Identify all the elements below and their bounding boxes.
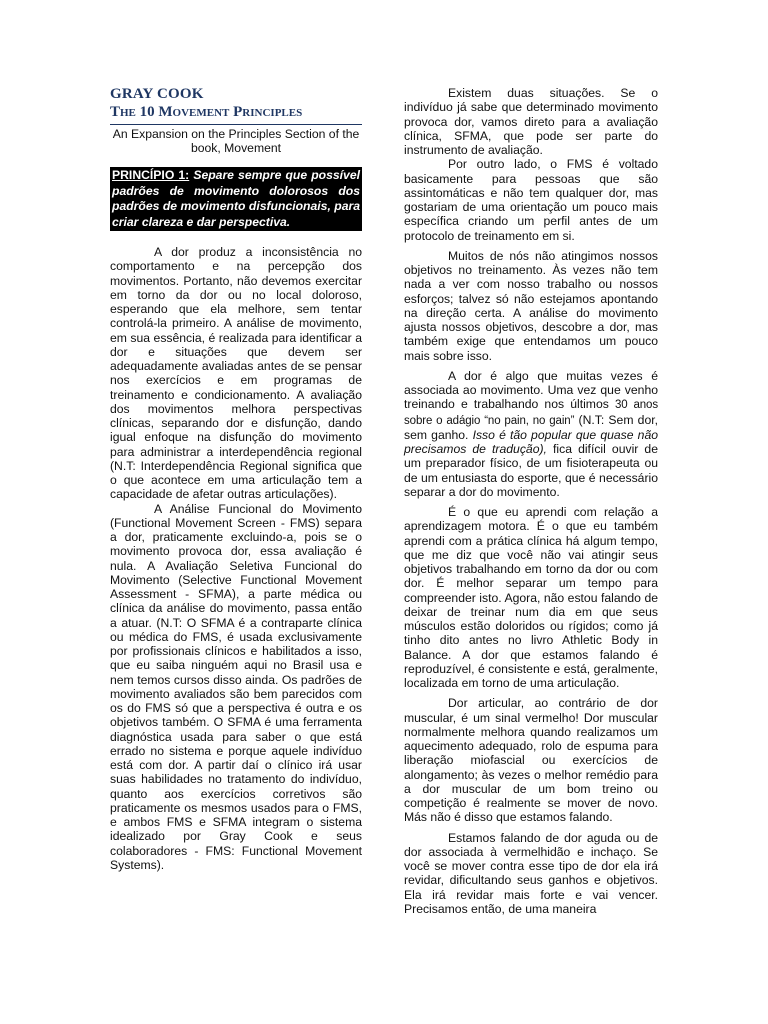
author-name: GRAY COOK bbox=[110, 86, 204, 102]
principle-label: PRINCÍPIO 1: bbox=[112, 168, 190, 182]
adage-quote: 30 anos sobre o adágio “no pain, no gain” bbox=[404, 399, 658, 427]
spacer bbox=[110, 231, 362, 245]
paragraph-no-pain-no-gain bbox=[404, 369, 658, 499]
paragraph-text: fica difícil ouvir de um preparador físico, de um fisioterapeuta ou de um entusiasta do esporte, que é necessário separar a dor do movimento. bbox=[404, 442, 658, 499]
left-column bbox=[110, 86, 362, 872]
principle-text: Separe sempre que possível padrões de movimento dolorosos dos padrões de movimento disfuncionais, para criar clareza e dar perspectiva. bbox=[112, 168, 361, 229]
paragraph-fms-sfma: A Análise Funcional do Movimento (Functional Movement Screen - FMS) separa a dor, praticamente excluindo-a, pois se o movimento provoca dor, essa avaliação é nula. A Avaliação Seletiva Funcional do Movimento (Selective Functional Movement Assessment - SFMA), a parte médica ou clínica da análise do movimento, passa então a atuar. (N.T: O SFMA é a contraparte clínica ou médica do FMS, é usada exclusivamente por profissionais clínicos e habilitados a isso, que eu saiba ninguém aqui no Brasil usa e nem temos cursos disso ainda. Os padrões de movimento avaliados são bem parecidos com os do FMS só que a perspectiva é outra e os objetivos também. O SFMA é uma ferramenta diagnóstica usada para saber o que está errado no sistema e porque aquele indivíduo está com dor. A partir daí o clínico irá usar suas habilidades no tratamento do indivíduo, quanto aos exercícios corretivos são praticamente os mesmos usados para o FMS, e ambos FMS e SFMA integram o sistema idealizado por Gray Cook e seus colaboradores - FMS: Functional Movement Systems). bbox=[110, 501, 362, 872]
paragraph-acute-pain: Estamos falando de dor aguda ou de dor associada à vermelhidão e inchaço. Se você se mover contra esse tipo de dor ela irá revidar, dificultando seus ganhos e objetivos. Ela irá revidar mais forte e vai vencer. Precisamos então, de uma maneira bbox=[404, 830, 658, 916]
principle-box bbox=[110, 167, 362, 231]
right-column bbox=[404, 86, 658, 916]
paragraph-pain-inconsistency: A dor produz a inconsistência no comportamento e na percepção dos movimentos. Portanto, não devemos exercitar em torno da dor ou no local doloroso, esperando que ela melhore, sem tentar controlá-la primeiro. A análise de movimento, em sua essência, é realizada para identificar a dor e situações que devem ser adequadamente avaliadas antes de se pensar nos exercícios e em programas de treinamento e condicionamento. A avaliação dos movimentos melhora perspectivas clínicas, separando dor e disfunção, dando igual enfoque na disfunção do movimento para administrar a interdependência regional (N.T: Interdependência Regional significa que o que acontece em uma articulação tem a capacidade de afetar outras articulações). bbox=[110, 245, 362, 502]
paragraph-motor-learning: É o que eu aprendi com relação a aprendizagem motora. É o que eu também aprendi com a prática clínica há algum tempo, que me diz que você não vai atingir seus objetivos trabalhando em torno da dor ou com dor. É melhor separar um tempo para compreender isto. Agora, não estou falando de deixar de treinar num dia em que seus músculos estão doloridos ou rígidos; como já tinho dito antes no livro Athletic Body in Balance. A dor que estamos falando é reproduzível, é consistente e está, geralmente, localizada em torno de uma articulação. bbox=[404, 505, 658, 690]
paragraph-text: A dor é algo que muitas vezes é associada ao movimento. Uma vez que venho treinando e trabalhando nos últimos bbox=[404, 368, 658, 412]
title-divider bbox=[110, 124, 362, 125]
paragraph-text: (N.T: Sem dor, sem ganho. bbox=[404, 412, 659, 442]
document-title: The 10 Movement Principles bbox=[110, 104, 303, 120]
paragraph-joint-pain: Dor articular, ao contrário de dor muscular, é um sinal vermelho! Dor muscular normalmente melhora quando realizamos um aquecimento adequado, rolo de espuma para liberação miofascial ou exercícios de alongamento; às vezes o melhor remédio para a dor muscular de um bom treino ou competição é realmente se mover de novo. Más não é disso que estamos falando. bbox=[404, 696, 658, 825]
paragraph-fms-asymptomatic: Por outro lado, o FMS é voltado basicamente para pessoas que são assintomáticas e não tem qualquer dor, mas gostariam de uma orientação um pouco mais específica criando um perfil antes de um protocolo de treinamento em si. bbox=[404, 157, 658, 243]
paragraph-two-situations: Existem duas situações. Se o indivíduo já sabe que determinado movimento provoca dor, vamos direto para a avaliação clínica, SFMA, que pode ser parte do instrumento de avaliação. bbox=[404, 86, 658, 157]
italic-note: Isso é tão popular que quase não precisamos de tradução), bbox=[404, 427, 658, 456]
document-subtitle: An Expansion on the Principles Section of the book, Movement bbox=[112, 127, 360, 155]
paragraph-training-goals: Muitos de nós não atingimos nossos objetivos no treinamento. Às vezes não tem nada a ver com nosso trabalho ou nossos esforços; talvez só não estejamos apontando na direção certa. A análise do movimento ajusta nossos objetivos, descobre a dor, mas também exige que entendamos um pouco mais sobre isso. bbox=[404, 248, 658, 363]
